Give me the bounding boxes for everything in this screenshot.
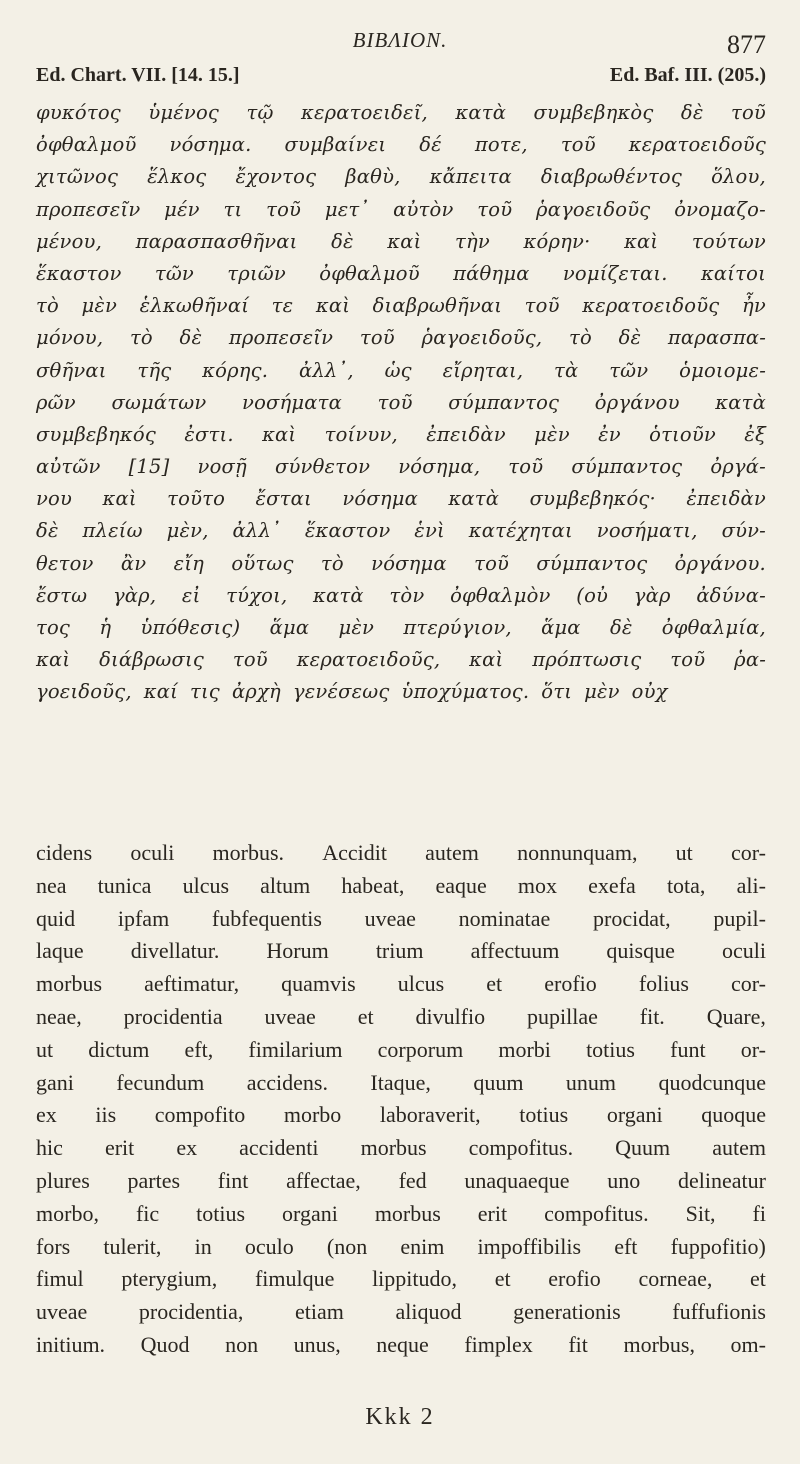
latin-text-line: gani fecundum accidens. Itaque, quum unum quodcunque: [36, 1069, 766, 1095]
latin-text-line: quid ipfam fubfequentis uveae nominatae procidat, pupil-: [36, 905, 766, 931]
latin-text-line: nea tunica ulcus altum habeat, eaque mox exefa tota, ali-: [36, 872, 766, 898]
page-number: 877: [727, 30, 766, 59]
greek-text-line: συμβεβηκός ἐστι. καὶ τοίνυν, ἐπειδὰν μὲν ἐν ὁτιοῦν ἐξ: [36, 422, 766, 446]
latin-text-line: morbus aeftimatur, quamvis ulcus et erofio folius cor-: [36, 971, 766, 997]
greek-text-line: ρῶν σωμάτων νοσήματα τοῦ σύμπαντος ὀργάνου κατὰ: [36, 390, 766, 414]
greek-text-line: μένου, παρασπασθῆναι δὲ καὶ τὴν κόρην· καὶ τούτων: [36, 229, 766, 253]
greek-text-line: αὐτῶν [15] νοσῇ σύνθετον νόσημα, τοῦ σύμπαντος ὀργά-: [36, 455, 766, 479]
latin-text-line: morbo, fic totius organi morbus erit compofitus. Sit, fi: [36, 1200, 766, 1226]
greek-text-line: τος ἡ ὑπόθεσις) ἅμα μὲν πτερύγιον, ἅμα δὲ ὀφθαλμία,: [36, 616, 766, 639]
latin-text-line: plures partes fint affectae, fed unaquaeque uno delineatur: [36, 1167, 766, 1193]
greek-text-line: νου καὶ τοῦτο ἔσται νόσημα κατὰ συμβεβηκός· ἐπειδὰν: [36, 487, 766, 511]
greek-text-line: ὀφθαλμοῦ νόσημα. συμβαίνει δέ ποτε, τοῦ κερατοειδοῦς: [36, 133, 766, 157]
signature-mark: Kkk 2: [365, 1404, 435, 1430]
latin-text-line: fimul pterygium, fimulque lippitudo, et erofio corneae, et: [36, 1266, 766, 1292]
greek-text-line: δὲ πλείω μὲν, ἀλλ᾽ ἕκαστον ἑνὶ κατέχηται νοσήματι, σύν-: [36, 519, 766, 543]
latin-text-line: initium. Quod non unus, neque fimplex fit morbus, om-: [36, 1331, 766, 1357]
latin-text-line: laque divellatur. Horum trium affectuum quisque oculi: [36, 938, 766, 964]
latin-text-line: fors tulerit, in oculo (non enim impoffibilis eft fuppofitio): [36, 1233, 766, 1259]
latin-text-line: cidens oculi morbus. Accidit autem nonnunquam, ut cor-: [36, 840, 766, 865]
greek-text-line: γοειδοῦς, καί τις ἀρχὴ γενέσεως ὑποχύματος. ὅτι μὲν οὐχ: [36, 680, 668, 704]
greek-text-line: ἕκαστον τῶν τριῶν ὀφθαλμοῦ πάθημα νομίζεται. καίτοι: [36, 261, 766, 285]
latin-text-line: neae, procidentia uveae et divulfio pupillae fit. Quare,: [36, 1003, 766, 1029]
edition-basel-ref: Ed. Baf. III. (205.): [609, 64, 766, 86]
greek-text-line: χιτῶνος ἕλκος ἔχοντος βαθὺ, κἄπειτα διαβρωθέντος ὅλου,: [36, 165, 766, 189]
latin-text-line: uveae procidentia, etiam aliquod generationis fuffufionis: [36, 1299, 766, 1325]
greek-text-block: [36, 97, 766, 709]
latin-text-line: ex iis compofito morbo laboraverit, totius organi quoque: [36, 1102, 766, 1128]
latin-text-line: hic erit ex accidenti morbus compofitus. Quum autem: [36, 1135, 766, 1161]
greek-text-line: τὸ μὲν ἑλκωθῆναί τε καὶ διαβρωθῆναι τοῦ κερατοειδοῦς ἦν: [36, 294, 766, 318]
greek-text-line: καὶ διάβρωσις τοῦ κερατοειδοῦς, καὶ πρόπτωσις τοῦ ῥα-: [36, 648, 766, 672]
greek-text-line: φυκότος ὑμένος τῷ κερατοειδεῖ, κατὰ συμβεβηκὸς δὲ τοῦ: [36, 101, 766, 124]
greek-text-line: ἔστω γὰρ, εἰ τύχοι, κατὰ τὸν ὀφθαλμὸν (οὐ γὰρ ἀδύνα-: [36, 583, 766, 607]
running-title: BIBΛION.: [352, 28, 448, 52]
greek-text-line: θετον ἂν εἴη οὕτως τὸ νόσημα τοῦ σύμπαντος ὀργάνου.: [36, 551, 766, 575]
latin-text-block: [36, 837, 766, 1362]
latin-text-line: ut dictum eft, fimilarium corporum morbi totius funt or-: [36, 1036, 766, 1062]
edition-chartier-ref: Ed. Chart. VII. [14. 15.]: [36, 64, 240, 86]
greek-text-line: σθῆναι τῆς κόρης. ἀλλ᾽, ὡς εἴρηται, τὰ τῶν ὁμοιομε-: [36, 358, 766, 382]
greek-text-line: μόνου, τὸ δὲ προπεσεῖν τοῦ ῥαγοειδοῦς, τὸ δὲ παρασπα-: [36, 326, 766, 350]
greek-text-line: προπεσεῖν μέν τι τοῦ μετ᾽ αὐτὸν τοῦ ῥαγοειδοῦς ὀνομαζο-: [36, 197, 766, 221]
